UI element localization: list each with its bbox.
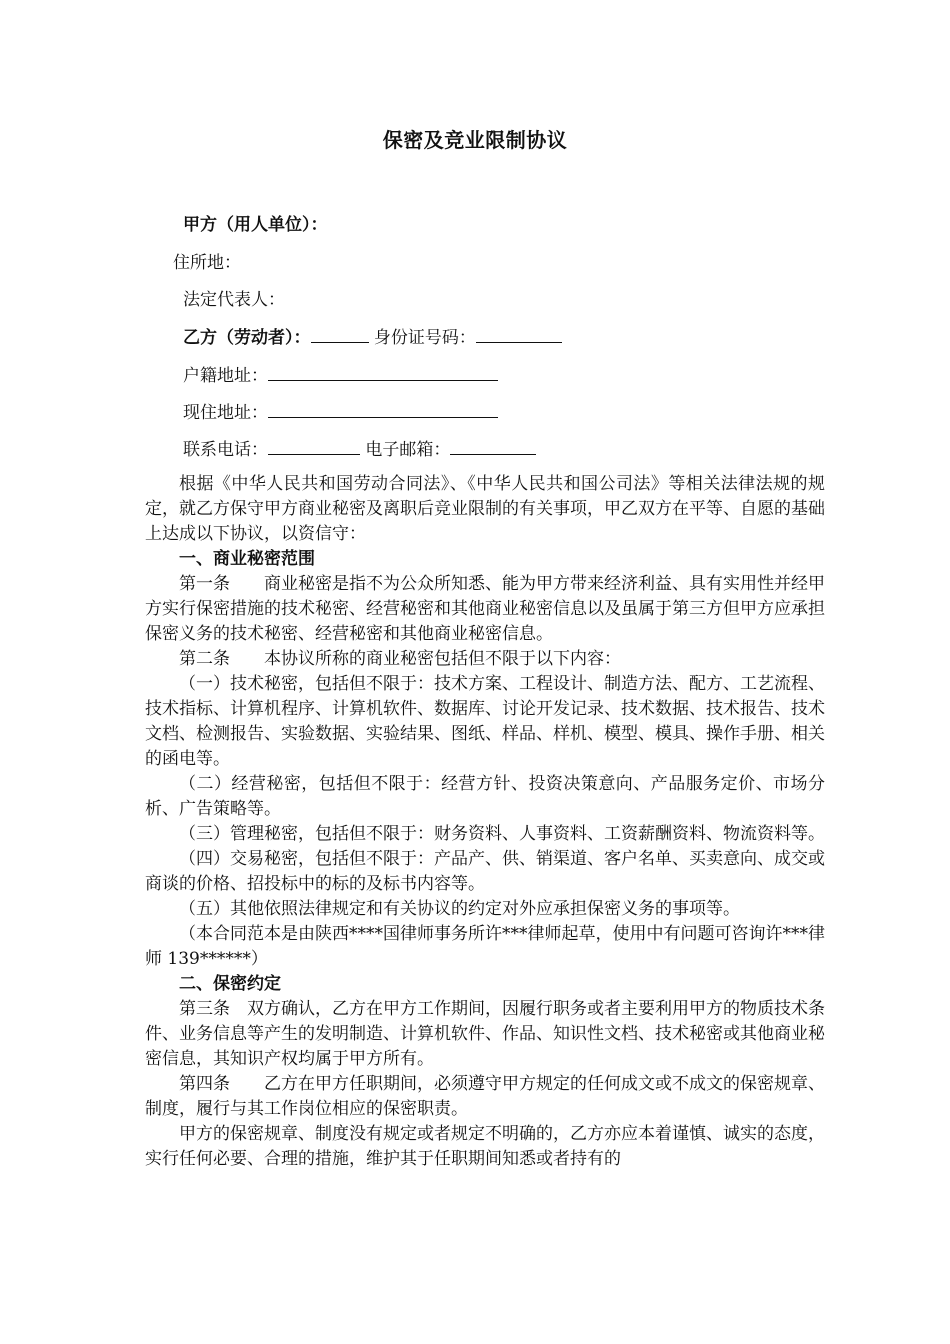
section-heading: 一、商业秘密范围 — [179, 549, 315, 569]
household-address-blank[interactable] — [268, 364, 498, 381]
clause-paragraph: （二）经营秘密，包括但不限于：经营方针、投资决策意向、产品服务定价、市场分析、广告策略等。 — [145, 774, 825, 819]
party-b-name-blank[interactable] — [311, 326, 369, 343]
article-paragraph: 第一条 商业秘密是指不为公众所知悉、能为甲方带来经济利益、具有实用性并经甲方实行保密措施的技术秘密、经营秘密和其他商业秘密信息以及虽属于第三方但甲方应承担保密义务的技术秘密、经营秘密和其他商业秘密信息。 — [145, 574, 825, 644]
current-address-blank[interactable] — [268, 401, 498, 418]
clause-paragraph: （五）其他依照法律规定和有关协议的约定对外应承担保密义务的事项等。 — [179, 899, 740, 919]
clause-paragraph: （一）技术秘密，包括但不限于：技术方案、工程设计、制造方法、配方、工艺流程、技术指标、计算机程序、计算机软件、数据库、讨论开发记录、技术数据、技术报告、技术文档、检测报告、实验数据、实验结果、图纸、样品、样机、模型、模具、操作手册、相关的函电等。 — [145, 674, 825, 769]
household-address-label: 户籍地址： — [183, 366, 268, 386]
preamble-paragraph: 根据《中华人民共和国劳动合同法》、《中华人民共和国公司法》等相关法律法规的规定，就乙方保守甲方商业秘密及离职后竞业限制的有关事项，甲乙双方在平等、自愿的基础上达成以下协议，以资信守： — [145, 474, 825, 544]
phone-blank[interactable] — [268, 438, 360, 455]
template-note-paragraph: （本合同范本是由陕西****国律师事务所许***律师起草，使用中有问题可咨询许***律师 139******） — [145, 924, 825, 969]
document-title: 保密及竞业限制协议 — [382, 128, 568, 152]
clause-paragraph: （三）管理秘密，包括但不限于：财务资料、人事资料、工资薪酬资料、物流资料等。 — [179, 824, 825, 844]
email-label: 电子邮箱： — [365, 440, 451, 460]
section-heading: 二、保密约定 — [179, 974, 281, 994]
id-number-label: 身份证号码： — [373, 328, 476, 348]
party-b-label: 乙方（劳动者）： — [183, 328, 311, 348]
clause-paragraph: （四）交易秘密，包括但不限于：产品产、供、销渠道、客户名单、买卖意向、成交或商谈的价格、招投标中的标的及标书内容等。 — [145, 849, 825, 894]
phone-label: 联系电话： — [183, 440, 268, 460]
body-paragraph: 甲方的保密规章、制度没有规定或者规定不明确的，乙方亦应本着谨慎、诚实的态度，实行任何必要、合理的措施，维护其于任职期间知悉或者持有的 — [145, 1124, 825, 1169]
party-b-row — [183, 326, 562, 349]
current-address-label: 现住地址： — [183, 403, 268, 423]
article-paragraph: 第三条 双方确认，乙方在甲方工作期间，因履行职务或者主要利用甲方的物质技术条件、业务信息等产生的发明制造、计算机软件、作品、知识性文档、技术秘密或其他商业秘密信息，其知识产权均属于甲方所有。 — [145, 999, 825, 1069]
email-blank[interactable] — [450, 438, 536, 455]
household-row — [183, 364, 498, 387]
legal-rep-label: 法定代表人： — [183, 290, 285, 310]
contact-row — [183, 438, 536, 461]
party-a-label: 甲方（用人单位）： — [183, 215, 328, 235]
current-address-row — [183, 401, 498, 424]
id-number-blank[interactable] — [476, 326, 562, 343]
address-label: 住所地： — [173, 253, 241, 273]
article-paragraph: 第四条 乙方在甲方任职期间，必须遵守甲方规定的任何成文或不成文的保密规章、制度，履行与其工作岗位相应的保密职责。 — [145, 1074, 825, 1119]
agreement-body — [145, 472, 825, 1172]
article-paragraph: 第二条 本协议所称的商业秘密包括但不限于以下内容： — [179, 649, 621, 669]
